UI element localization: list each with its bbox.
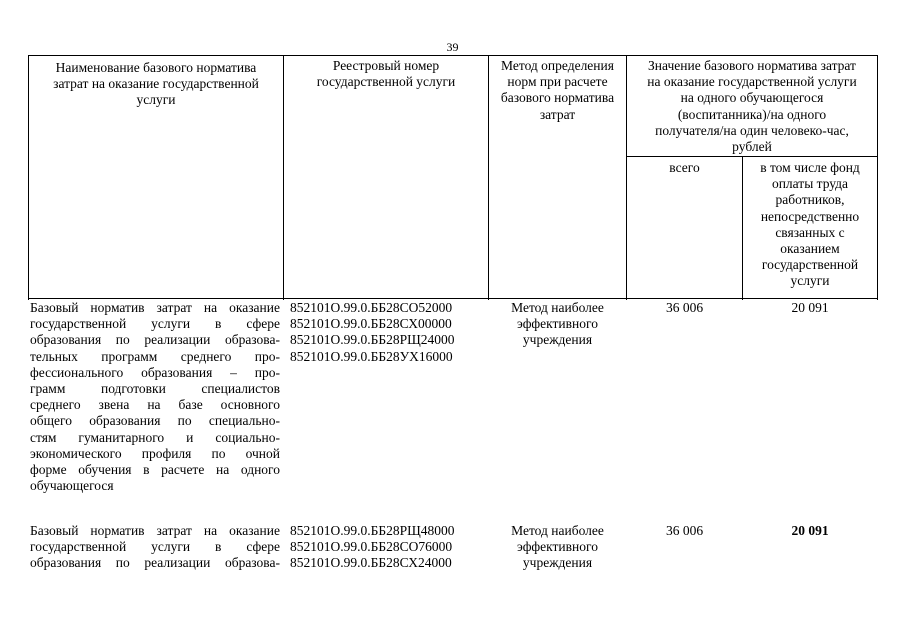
row-codes (290, 300, 486, 365)
value-subheader-border (626, 156, 878, 157)
registry-code: 852101О.99.0.ББ28СО52000 (290, 300, 453, 315)
table-left-border (28, 55, 29, 300)
header-name-line: затрат на оказание государственной (53, 76, 259, 92)
header-value-line: получателя/на один человеко-час, (655, 122, 849, 138)
header-registry-line: Реестровый номер (332, 58, 440, 73)
header-method-line: базового норматива (500, 90, 615, 106)
header-registry-line: государственной услуги (316, 74, 456, 90)
row-name-line: обучающегося (30, 478, 114, 494)
registry-code: 852101О.99.0.ББ28СО76000 (290, 539, 453, 555)
row-method-line: Метод наиболее (511, 300, 604, 315)
header-total-label: всего (669, 160, 700, 175)
row-name-line: образования по реализации образова- (30, 555, 280, 571)
header-method (489, 58, 626, 123)
row-name (30, 300, 280, 494)
header-value-line: на одного обучающегося (680, 90, 824, 106)
header-value-line: на оказание государственной услуги (647, 74, 857, 90)
row-name-line: фессионального образования – про- (30, 364, 280, 380)
row-wage: 20 091 (791, 523, 829, 538)
header-registry (284, 58, 488, 90)
row-name-line: Базовый норматив затрат на оказание (30, 300, 280, 315)
header-value-line: рублей (732, 139, 772, 155)
row-method-line: Метод наиболее (511, 523, 604, 538)
header-wage-line: оказанием (780, 241, 840, 257)
table-row (28, 523, 878, 583)
header-value (627, 58, 877, 155)
row-codes (290, 523, 486, 572)
row-name-line: экономического профиля по очной (30, 445, 280, 461)
row-name-line: стям гуманитарного и социально- (30, 429, 280, 445)
header-wage-line: связанных с (775, 224, 845, 240)
row-name-line: Базовый норматив затрат на оказание (30, 523, 280, 538)
row-method (489, 300, 626, 349)
registry-code: 852101О.99.0.ББ28УХ16000 (290, 348, 453, 364)
row-name-line: образования по реализации образова- (30, 332, 280, 348)
table-right-border (877, 55, 878, 300)
header-name-line: услуги (136, 92, 176, 108)
header-value-line: (воспитанника)/на одного (677, 106, 827, 122)
header-name-line: Наименование базового норматива (55, 60, 257, 75)
header-bottom-border (28, 298, 878, 299)
header-method-line: затрат (539, 106, 576, 122)
header-name (30, 60, 282, 109)
registry-code: 852101О.99.0.ББ28РЩ48000 (290, 523, 455, 538)
row-name-line: среднего звена на базе основного (30, 397, 280, 413)
header-method-line: Метод определения (501, 58, 614, 73)
row-name-line: форме обучения в расчете на одного (30, 462, 280, 478)
header-wage-line: работников, (775, 192, 845, 208)
row-name-line: общего образования по специально- (30, 413, 280, 429)
header-wage-line: услуги (790, 273, 830, 289)
row-wage: 20 091 (791, 300, 829, 315)
header-wage-line: в том числе фонд (760, 160, 860, 175)
header-value-line: Значение базового норматива затрат (648, 58, 856, 73)
row-method-line: эффективного (517, 539, 598, 555)
cost-norm-table (28, 55, 878, 640)
row-name-line: тельных программ среднего про- (30, 348, 280, 364)
registry-code: 852101О.99.0.ББ28СХ00000 (290, 316, 452, 332)
header-method-line: норм при расчете (507, 74, 608, 90)
header-total (627, 160, 742, 176)
row-name-line: грамм подготовки специалистов (30, 381, 280, 397)
header-wage-line: непосредственно (760, 208, 860, 224)
row-method-line: эффективного (517, 316, 598, 332)
page-number: 39 (446, 40, 459, 54)
row-name (30, 523, 280, 572)
row-method-line: учреждения (522, 332, 593, 348)
row-name-line: государственной услуги в сфере (30, 539, 280, 555)
header-wage-line: оплаты труда (771, 176, 849, 192)
col-divider-1 (283, 55, 284, 300)
row-method-line: учреждения (522, 555, 593, 571)
table-row (28, 300, 878, 510)
table-top-border (28, 55, 878, 56)
row-method (489, 523, 626, 572)
row-total: 36 006 (665, 300, 704, 315)
header-wage-line: государственной (761, 257, 859, 273)
header-wage (743, 160, 877, 290)
row-total: 36 006 (665, 523, 704, 538)
row-name-line: государственной услуги в сфере (30, 316, 280, 332)
registry-code: 852101О.99.0.ББ28СХ24000 (290, 555, 452, 571)
registry-code: 852101О.99.0.ББ28РЩ24000 (290, 332, 455, 348)
